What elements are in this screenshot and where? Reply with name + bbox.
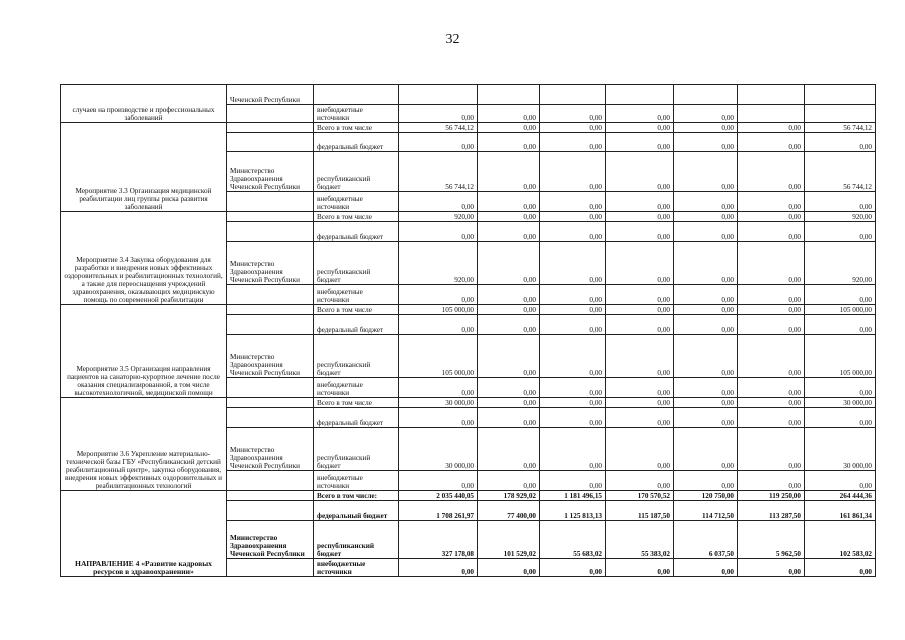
funding-source-cell: внебюджетные источники — [314, 192, 399, 212]
amount-cell: 920,00 — [399, 242, 478, 285]
amount-cell: 0,00 — [738, 378, 805, 398]
amount-cell: 0,00 — [478, 378, 540, 398]
amount-cell: 30 000,00 — [399, 428, 478, 471]
amount-cell — [738, 85, 805, 105]
executor-cell — [227, 398, 314, 408]
amount-cell: 0,00 — [478, 471, 540, 491]
amount-cell: 0,00 — [738, 152, 805, 192]
executor-cell — [227, 559, 314, 577]
amount-cell: 0,00 — [478, 408, 540, 428]
funding-source-cell: Всего в том числе — [314, 212, 399, 222]
amount-cell: 0,00 — [738, 305, 805, 315]
amount-cell: 0,00 — [738, 222, 805, 242]
amount-cell: 0,00 — [478, 212, 540, 222]
page-number: 32 — [445, 32, 460, 47]
amount-cell: 0,00 — [540, 378, 606, 398]
amount-cell — [805, 105, 876, 123]
amount-cell: 0,00 — [805, 408, 876, 428]
amount-cell: 0,00 — [540, 242, 606, 285]
amount-cell: 170 570,52 — [606, 491, 674, 501]
executor-cell: Министерство Здравоохранения Чеченской Республики — [227, 152, 314, 192]
amount-cell: 0,00 — [606, 471, 674, 491]
amount-cell: 0,00 — [674, 378, 738, 398]
direction-name: НАПРАВЛЕНИЕ 4 «Развитие кадровых ресурсов в здравоохранении» — [61, 491, 227, 577]
amount-cell: 1 125 813,13 — [540, 501, 606, 521]
amount-cell: 0,00 — [540, 471, 606, 491]
table-row — [61, 85, 876, 105]
funding-source-cell: республиканский бюджет — [314, 428, 399, 471]
table-row — [61, 305, 876, 315]
amount-cell: 0,00 — [399, 105, 478, 123]
amount-cell: 55 383,02 — [606, 521, 674, 559]
amount-cell: 0,00 — [674, 105, 738, 123]
amount-cell: 105 000,00 — [399, 305, 478, 315]
amount-cell: 56 744,12 — [399, 152, 478, 192]
amount-cell: 0,00 — [399, 315, 478, 335]
amount-cell: 0,00 — [738, 192, 805, 212]
amount-cell: 0,00 — [805, 559, 876, 577]
amount-cell: 0,00 — [399, 559, 478, 577]
amount-cell: 0,00 — [540, 123, 606, 133]
amount-cell: 0,00 — [674, 559, 738, 577]
amount-cell: 0,00 — [478, 559, 540, 577]
amount-cell: 0,00 — [805, 285, 876, 305]
amount-cell: 0,00 — [606, 123, 674, 133]
amount-cell: 1 181 496,15 — [540, 491, 606, 501]
amount-cell — [674, 85, 738, 105]
amount-cell: 0,00 — [540, 212, 606, 222]
funding-source-cell: Всего в том числе: — [314, 491, 399, 501]
activity-name: случаев на производстве и профессиональных заболеваний — [61, 85, 227, 123]
funding-source-cell: внебюджетные источники — [314, 378, 399, 398]
amount-cell: 0,00 — [738, 315, 805, 335]
funding-source-cell: федеральный бюджет — [314, 222, 399, 242]
amount-cell: 0,00 — [540, 315, 606, 335]
amount-cell: 102 583,02 — [805, 521, 876, 559]
activity-name: Мероприятие 3.3 Организация медицинской реабилитации лиц группы риска развития заболеваний — [61, 123, 227, 212]
amount-cell: 113 287,50 — [738, 501, 805, 521]
amount-cell: 0,00 — [399, 222, 478, 242]
amount-cell: 0,00 — [540, 152, 606, 192]
amount-cell: 0,00 — [606, 428, 674, 471]
amount-cell: 0,00 — [399, 285, 478, 305]
amount-cell: 0,00 — [606, 559, 674, 577]
amount-cell: 264 444,36 — [805, 491, 876, 501]
amount-cell: 0,00 — [478, 305, 540, 315]
amount-cell: 0,00 — [674, 471, 738, 491]
executor-cell: Министерство Здравоохранения Чеченской Республики — [227, 335, 314, 378]
amount-cell: 0,00 — [738, 123, 805, 133]
funding-source-cell: внебюджетные источники — [314, 471, 399, 491]
amount-cell: 0,00 — [606, 152, 674, 192]
amount-cell: 119 250,00 — [738, 491, 805, 501]
amount-cell — [478, 85, 540, 105]
amount-cell: 0,00 — [674, 398, 738, 408]
amount-cell: 0,00 — [674, 428, 738, 471]
amount-cell: 0,00 — [674, 123, 738, 133]
amount-cell: 0,00 — [540, 398, 606, 408]
executor-cell — [227, 378, 314, 398]
amount-cell: 0,00 — [478, 335, 540, 378]
amount-cell: 0,00 — [738, 212, 805, 222]
amount-cell: 0,00 — [606, 242, 674, 285]
amount-cell: 0,00 — [674, 305, 738, 315]
activity-name: Мероприятие 3.5 Организация направления пациентов на санаторно-курортное лечение после оказания специализированной, в том числе высокотехнологичной, медицинской помощи — [61, 305, 227, 398]
amount-cell — [738, 105, 805, 123]
amount-cell: 0,00 — [606, 192, 674, 212]
executor-cell — [227, 105, 314, 123]
funding-source-cell: Всего в том числе — [314, 305, 399, 315]
amount-cell: 0,00 — [606, 222, 674, 242]
amount-cell: 5 962,50 — [738, 521, 805, 559]
amount-cell — [540, 85, 606, 105]
amount-cell: 0,00 — [606, 212, 674, 222]
table-row — [61, 123, 876, 133]
funding-source-cell: республиканский бюджет — [314, 335, 399, 378]
amount-cell: 0,00 — [540, 133, 606, 152]
amount-cell: 0,00 — [540, 335, 606, 378]
amount-cell: 0,00 — [674, 408, 738, 428]
amount-cell: 0,00 — [478, 242, 540, 285]
executor-cell — [227, 491, 314, 501]
table-row — [61, 212, 876, 222]
amount-cell: 6 037,50 — [674, 521, 738, 559]
amount-cell — [606, 85, 674, 105]
amount-cell: 0,00 — [606, 305, 674, 315]
table-row — [61, 491, 876, 501]
amount-cell: 0,00 — [674, 133, 738, 152]
amount-cell: 0,00 — [478, 192, 540, 212]
amount-cell: 0,00 — [478, 222, 540, 242]
funding-source-cell: внебюджетные источники — [314, 285, 399, 305]
executor-cell — [227, 212, 314, 222]
amount-cell: 0,00 — [540, 305, 606, 315]
amount-cell: 0,00 — [805, 378, 876, 398]
executor-cell: Министерство Здравоохранения Чеченской Республики — [227, 428, 314, 471]
activity-name: Мероприятие 3.4 Закупка оборудования для разработки и внедрения новых эффективных оздоровительных и реабилитационных технологий, а также для переоснащения учреждений здравоохранения, оказывающих медицинскую помощь по современной реабилитации — [61, 212, 227, 305]
funding-source-cell — [314, 85, 399, 105]
executor-cell — [227, 315, 314, 335]
amount-cell: 0,00 — [478, 152, 540, 192]
amount-cell: 120 750,00 — [674, 491, 738, 501]
amount-cell: 0,00 — [805, 222, 876, 242]
funding-source-cell: Всего в том числе — [314, 123, 399, 133]
amount-cell: 1 708 261,97 — [399, 501, 478, 521]
amount-cell: 105 000,00 — [399, 335, 478, 378]
amount-cell: 0,00 — [606, 398, 674, 408]
executor-cell — [227, 501, 314, 521]
amount-cell: 0,00 — [540, 105, 606, 123]
amount-cell: 0,00 — [674, 192, 738, 212]
executor-cell — [227, 133, 314, 152]
executor-cell — [227, 222, 314, 242]
funding-source-cell: федеральный бюджет — [314, 315, 399, 335]
amount-cell: 0,00 — [478, 315, 540, 335]
amount-cell: 178 929,02 — [478, 491, 540, 501]
amount-cell: 0,00 — [738, 335, 805, 378]
amount-cell: 0,00 — [478, 285, 540, 305]
amount-cell: 0,00 — [540, 408, 606, 428]
executor-cell — [227, 123, 314, 133]
amount-cell: 0,00 — [478, 133, 540, 152]
amount-cell: 105 000,00 — [805, 305, 876, 315]
amount-cell: 0,00 — [606, 133, 674, 152]
executor-cell: Чеченской Республики — [227, 85, 314, 105]
amount-cell — [805, 85, 876, 105]
executor-cell — [227, 305, 314, 315]
executor-cell — [227, 471, 314, 491]
activity-name: Мероприятие 3.6 Укрепление материально-технической базы ГБУ «Республиканский детский реабилитационный центр», закупка оборудования, внедрения новых эффективных оздоровительных и реабилитационных технологий — [61, 398, 227, 491]
funding-source-cell: внебюджетные источники — [314, 559, 399, 577]
amount-cell: 0,00 — [805, 192, 876, 212]
amount-cell: 0,00 — [540, 222, 606, 242]
amount-cell: 0,00 — [738, 242, 805, 285]
amount-cell: 0,00 — [805, 471, 876, 491]
amount-cell: 55 683,02 — [540, 521, 606, 559]
amount-cell: 0,00 — [674, 152, 738, 192]
executor-cell: Министерство Здравоохранения Чеченской Республики — [227, 242, 314, 285]
amount-cell: 0,00 — [738, 408, 805, 428]
funding-source-cell: федеральный бюджет — [314, 133, 399, 152]
funding-source-cell: республиканский бюджет — [314, 242, 399, 285]
budget-table — [60, 84, 876, 577]
amount-cell: 0,00 — [540, 285, 606, 305]
amount-cell: 161 861,34 — [805, 501, 876, 521]
amount-cell: 0,00 — [805, 133, 876, 152]
executor-cell: Министерство Здравоохранения Чеченской Республики — [227, 521, 314, 559]
amount-cell: 0,00 — [674, 315, 738, 335]
amount-cell: 920,00 — [805, 242, 876, 285]
amount-cell: 0,00 — [478, 123, 540, 133]
amount-cell: 327 178,08 — [399, 521, 478, 559]
funding-source-cell: республиканский бюджет — [314, 521, 399, 559]
amount-cell: 0,00 — [738, 398, 805, 408]
amount-cell: 0,00 — [478, 428, 540, 471]
amount-cell: 0,00 — [540, 559, 606, 577]
amount-cell: 0,00 — [674, 212, 738, 222]
funding-source-cell: федеральный бюджет — [314, 501, 399, 521]
amount-cell: 0,00 — [399, 471, 478, 491]
amount-cell: 0,00 — [738, 133, 805, 152]
amount-cell: 0,00 — [478, 398, 540, 408]
amount-cell: 30 000,00 — [805, 428, 876, 471]
amount-cell: 0,00 — [738, 285, 805, 305]
amount-cell: 0,00 — [606, 105, 674, 123]
amount-cell: 0,00 — [606, 335, 674, 378]
amount-cell: 0,00 — [399, 408, 478, 428]
amount-cell: 0,00 — [606, 315, 674, 335]
amount-cell: 0,00 — [674, 222, 738, 242]
executor-cell — [227, 408, 314, 428]
amount-cell: 920,00 — [805, 212, 876, 222]
amount-cell: 115 187,50 — [606, 501, 674, 521]
amount-cell: 0,00 — [805, 315, 876, 335]
executor-cell — [227, 285, 314, 305]
amount-cell: 0,00 — [399, 192, 478, 212]
executor-cell — [227, 192, 314, 212]
amount-cell: 0,00 — [540, 428, 606, 471]
funding-source-cell: внебюджетные источники — [314, 105, 399, 123]
amount-cell: 114 712,50 — [674, 501, 738, 521]
amount-cell: 0,00 — [738, 428, 805, 471]
amount-cell: 0,00 — [399, 133, 478, 152]
amount-cell: 920,00 — [399, 212, 478, 222]
amount-cell: 0,00 — [738, 559, 805, 577]
amount-cell: 101 529,02 — [478, 521, 540, 559]
amount-cell: 56 744,12 — [805, 152, 876, 192]
amount-cell: 0,00 — [738, 471, 805, 491]
amount-cell: 0,00 — [674, 335, 738, 378]
amount-cell: 0,00 — [606, 378, 674, 398]
amount-cell: 30 000,00 — [805, 398, 876, 408]
amount-cell: 0,00 — [674, 242, 738, 285]
amount-cell: 56 744,12 — [399, 123, 478, 133]
amount-cell: 0,00 — [540, 192, 606, 212]
funding-source-cell: республиканский бюджет — [314, 152, 399, 192]
amount-cell: 77 400,00 — [478, 501, 540, 521]
table-row — [61, 398, 876, 408]
amount-cell: 30 000,00 — [399, 398, 478, 408]
amount-cell: 0,00 — [606, 285, 674, 305]
amount-cell: 0,00 — [606, 408, 674, 428]
amount-cell — [399, 85, 478, 105]
amount-cell: 0,00 — [478, 105, 540, 123]
funding-source-cell: федеральный бюджет — [314, 408, 399, 428]
amount-cell: 56 744,12 — [805, 123, 876, 133]
amount-cell: 105 000,00 — [805, 335, 876, 378]
amount-cell: 0,00 — [399, 378, 478, 398]
funding-source-cell: Всего в том числе — [314, 398, 399, 408]
amount-cell: 0,00 — [674, 285, 738, 305]
amount-cell: 2 035 440,05 — [399, 491, 478, 501]
